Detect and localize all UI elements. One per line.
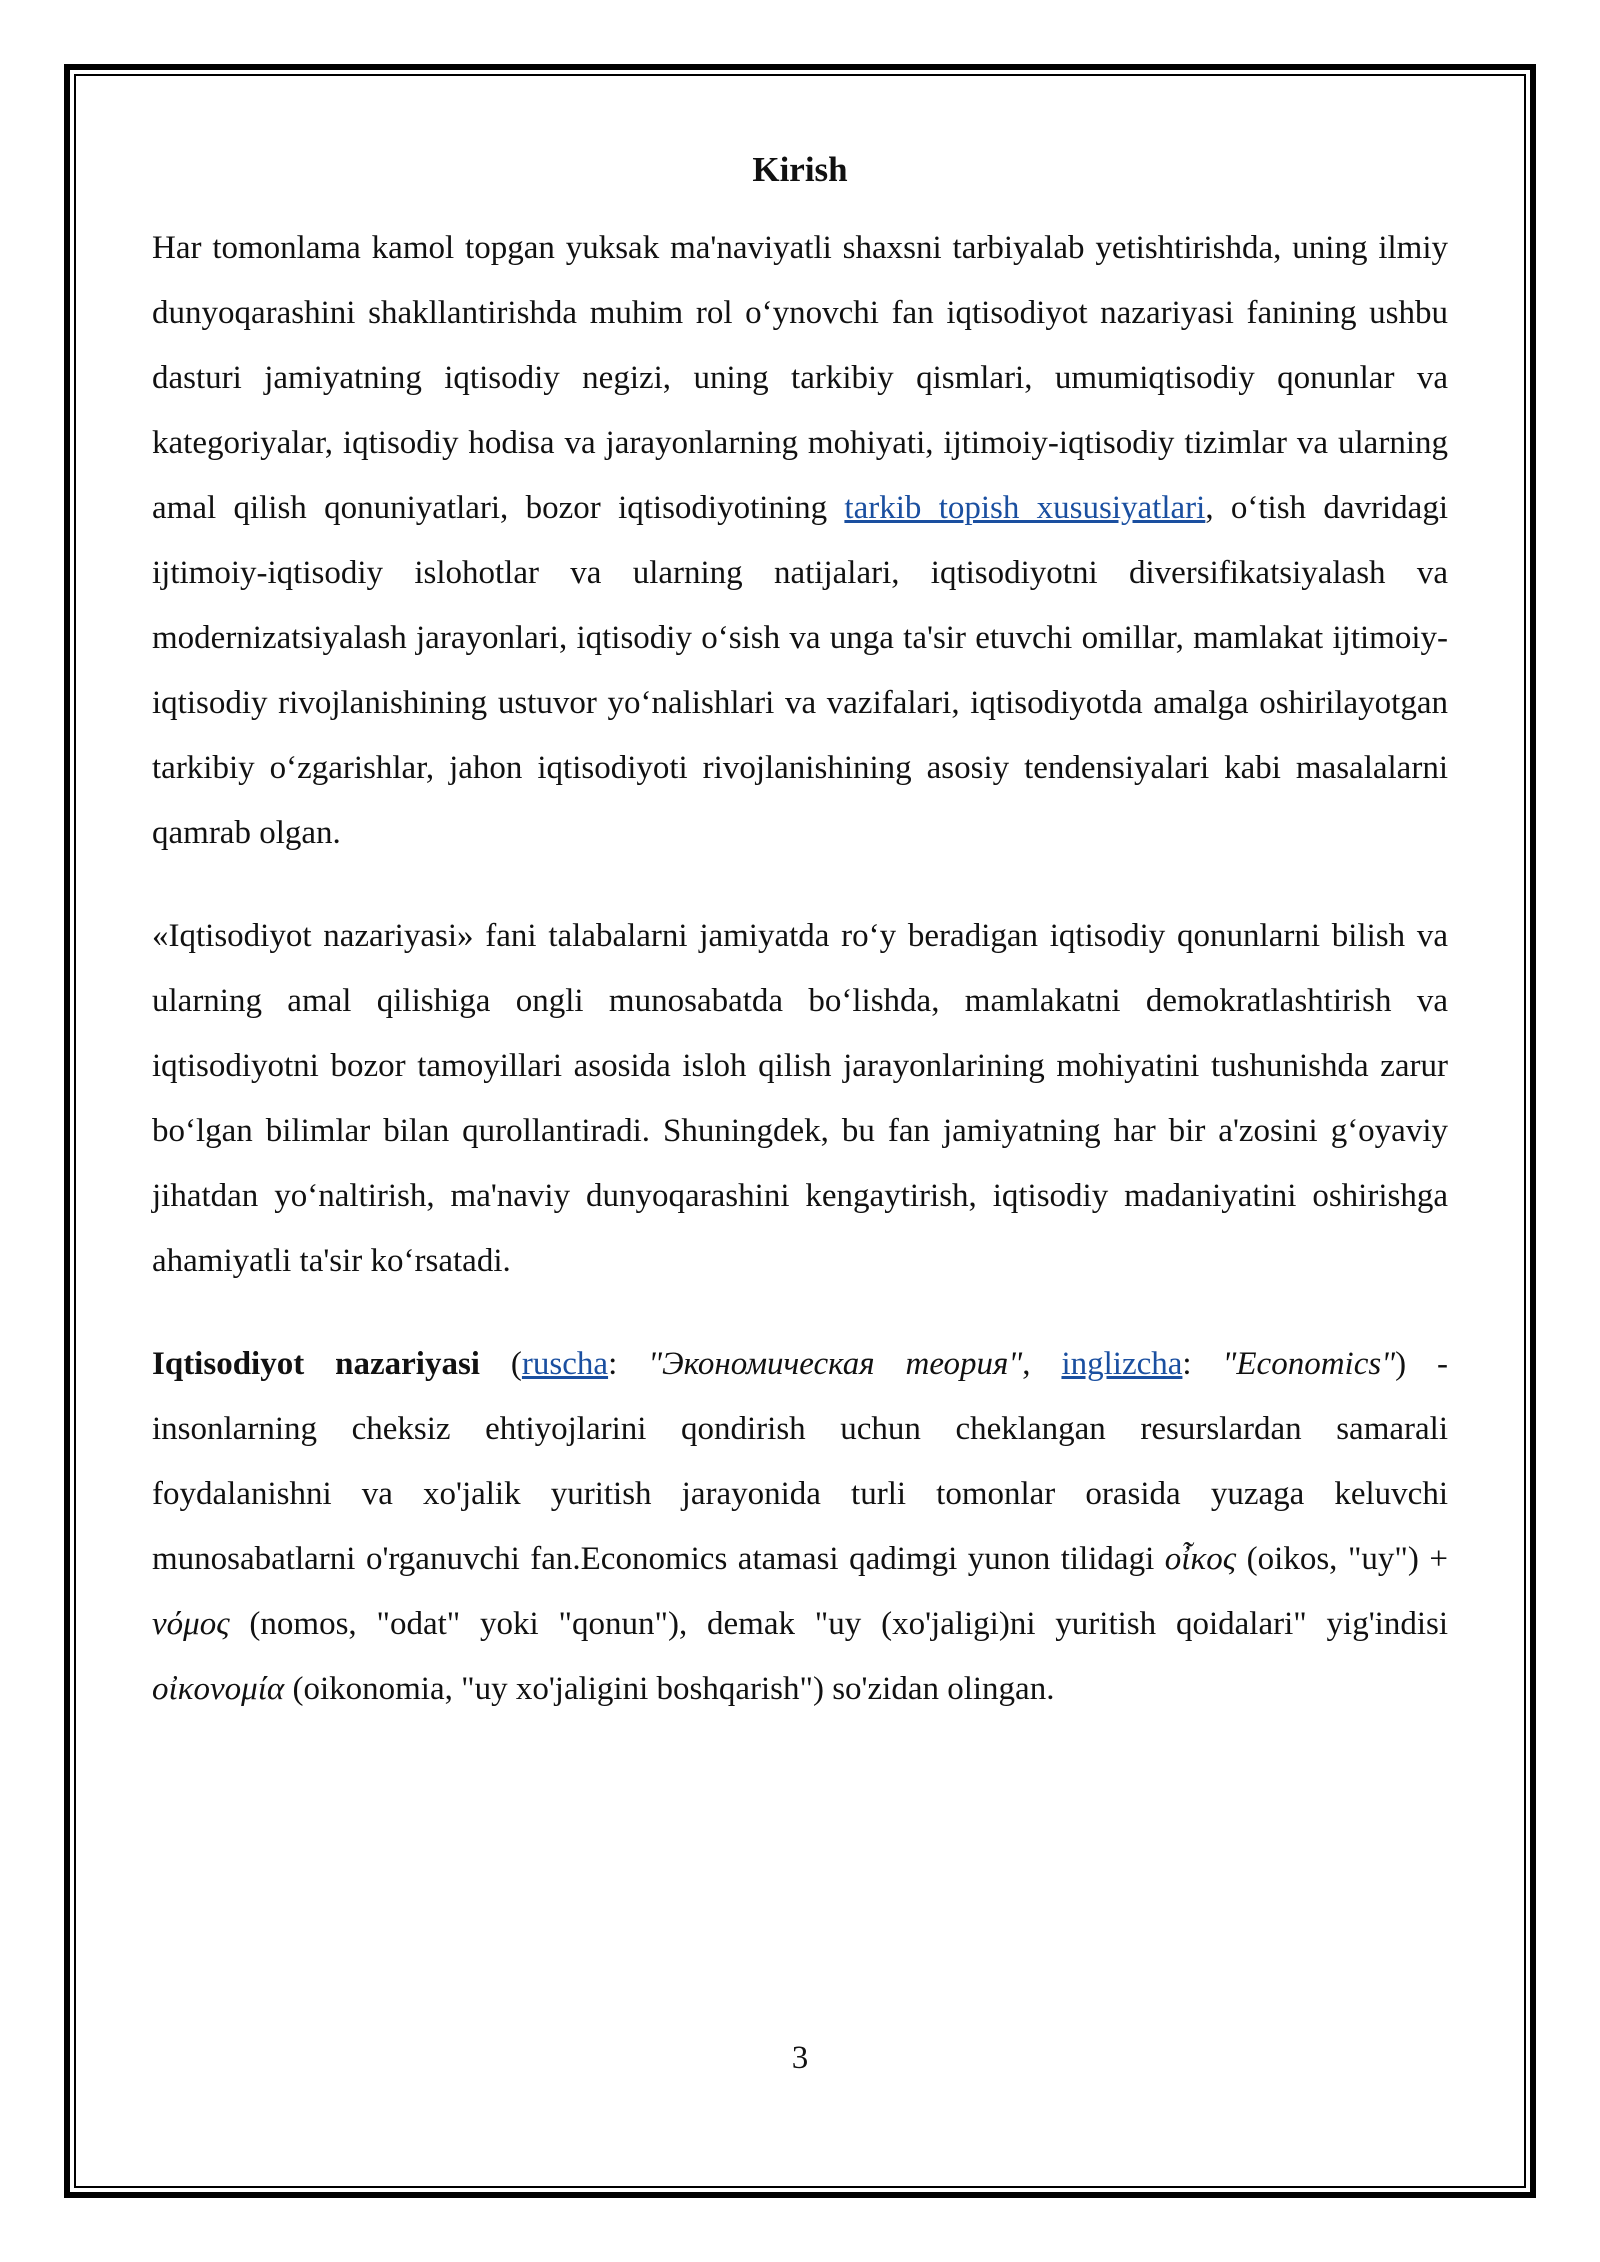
definition-text-1: - insonlarning cheksiz ehtiyojlarini qondirish uchun cheklangan resurslardan samarali foydalanishni va xo'jalik yuritish jarayonida turli tomonlar orasida yuzaga keluvchi munosabatlarni o'rganuvchi fan.Economics atamasi qadimgi yunon tilidagi bbox=[152, 1346, 1448, 1577]
link-inglizcha[interactable]: inglizcha bbox=[1061, 1346, 1183, 1382]
definition-term: Iqtisodiyot nazariyasi bbox=[152, 1346, 480, 1382]
section-title: Kirish bbox=[752, 150, 848, 189]
document-body bbox=[152, 148, 1448, 1760]
link-tarkib-topish[interactable]: tarkib topish xususiyatlari bbox=[844, 490, 1206, 526]
greek-oikos: οἶκος bbox=[1164, 1541, 1237, 1577]
paren-open: ( bbox=[479, 1346, 522, 1382]
paragraph-intro-text-a: Har tomonlama kamol topgan yuksak ma'naviyatli shaxsni tarbiyalab yetishtirishda, uning ilmiy dunyoqarashini shakllantirishda muhim rol o‘ynovchi fan iqtisodiyot nazariyasi fanining ushbu dasturi jamiyatning iqtisodiy negizi, uning tarkibiy qismlari, umumiqtisodiy qonunlar va kategoriyalar, iqtisodiy hodisa va jarayonlarning mohiyati, ijtimoiy-iqtisodiy tizimlar va ularning amal qilish qonuniyatlari, bozor iqtisodiyotining bbox=[152, 230, 1448, 526]
paren-close: ) bbox=[1395, 1346, 1407, 1382]
definition-text-4: (oikonomia, "uy xo'jaligini boshqarish") so'zidan olingan. bbox=[284, 1671, 1055, 1707]
paragraph-subject: «Iqtisodiyot nazariyasi» fani talabalarni jamiyatda ro‘y beradigan iqtisodiy qonunlarni bilish va ularning amal qilishiga ongli munosabatda bo‘lishda, mamlakatni demokratlashtirish va iqtisodiyotni bozor tamoyillari asosida isloh qilish jarayonlarining mohiyatini tushunishda zarur bo‘lgan bilimlar bilan qurollantiradi. Shuningdek, bu fan jamiyatning har bir a'zosini g‘oyaviy jihatdan yo‘naltirish, ma'naviy dunyoqarashini kengaytirish, iqtisodiy madaniyatini oshirishga ahamiyatli ta'sir ko‘rsatadi. bbox=[152, 918, 1448, 1279]
link-ruscha[interactable]: ruscha bbox=[521, 1346, 609, 1382]
greek-nomos: νόμος bbox=[152, 1606, 230, 1642]
definition-text-2: (oikos, "uy") + bbox=[1236, 1541, 1448, 1577]
paragraph-intro bbox=[152, 216, 1448, 866]
paragraph-definition bbox=[152, 1332, 1448, 1722]
greek-oikonomia: οἰκονομία bbox=[152, 1671, 285, 1707]
paragraph-intro-text-b: , o‘tish davridagi ijtimoiy-iqtisodiy islohotlar va ularning natijalari, iqtisodiyotni diversifikatsiyalash va modernizatsiyalash jarayonlari, iqtisodiy o‘sish va unga ta'sir etuvchi omillar, mamlakat ijtimoiy-iqtisodiy rivojlanishining ustuvor yo‘nalishlari va vazifalari, iqtisodiyotda amalga oshirilayotgan tarkibiy o‘zgarishlar, jahon iqtisodiyoti rivojlanishining asosiy tendensiyalari kabi masalalarni qamrab olgan. bbox=[152, 490, 1448, 851]
page-number: 3 bbox=[791, 2040, 809, 2076]
colon-ru: : bbox=[608, 1346, 649, 1382]
comma-separator: , bbox=[1022, 1346, 1062, 1382]
definition-text-3: (nomos, "odat" yoki "qonun"), demak "uy (xo'jaligi)ni yuritish qoidalari" yig'indisi bbox=[229, 1606, 1448, 1642]
colon-en: : bbox=[1182, 1346, 1223, 1382]
english-term: "Economics" bbox=[1222, 1346, 1396, 1382]
russian-term: "Экономическая теория" bbox=[648, 1346, 1023, 1382]
